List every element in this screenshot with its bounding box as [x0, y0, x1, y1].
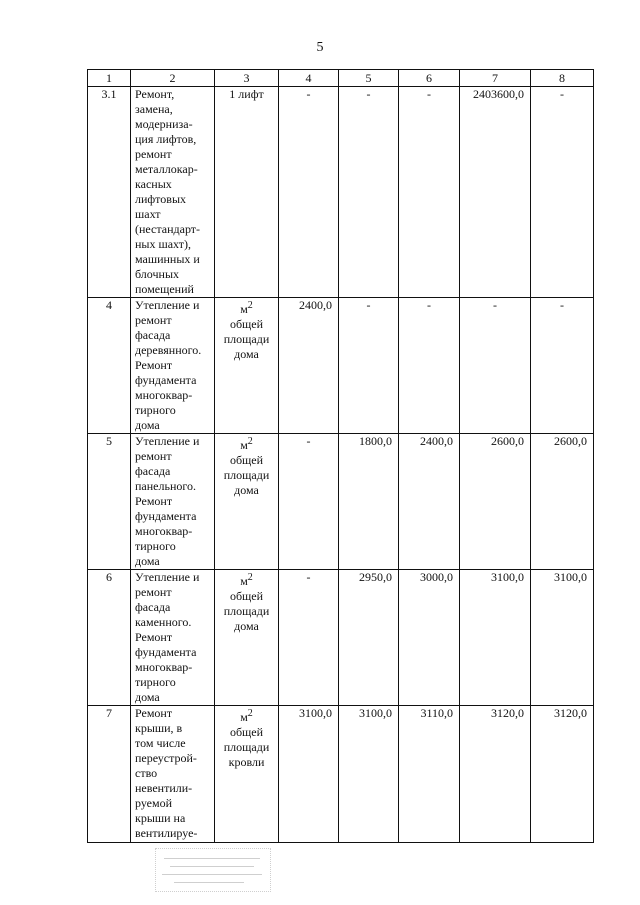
value-cell: 3100,0 [460, 570, 531, 706]
value-cell: 3100,0 [279, 706, 339, 843]
value-cell: 1800,0 [339, 434, 399, 570]
value-cell: - [460, 298, 531, 434]
unit-superscript: 2 [247, 708, 253, 719]
unit-cell [215, 434, 279, 570]
row-number: 4 [88, 298, 131, 434]
value-cell: - [279, 570, 339, 706]
header-cell: 7 [460, 70, 531, 87]
row-number: 6 [88, 570, 131, 706]
header-row [88, 70, 594, 87]
value-cell: - [339, 298, 399, 434]
value-cell: - [339, 87, 399, 298]
unit-cell [215, 570, 279, 706]
value-cell: 2600,0 [460, 434, 531, 570]
value-cell: 2400,0 [399, 434, 460, 570]
value-cell: 3120,0 [460, 706, 531, 843]
value-cell: 2600,0 [531, 434, 594, 570]
value-cell: - [399, 87, 460, 298]
unit-description: общей площади дома [223, 589, 270, 633]
value-cell: 2400,0 [279, 298, 339, 434]
work-name: Утепление и ремонт фасада панельного. Ремонт фундамента многоквар- тирного дома [131, 434, 215, 570]
value-cell: 3110,0 [399, 706, 460, 843]
header-cell: 4 [279, 70, 339, 87]
value-cell: - [531, 298, 594, 434]
table-row [88, 434, 594, 570]
unit-cell [215, 298, 279, 434]
row-number: 7 [88, 706, 131, 843]
unit-cell [215, 706, 279, 843]
header-cell: 5 [339, 70, 399, 87]
works-table [87, 69, 594, 843]
value-cell: 2950,0 [339, 570, 399, 706]
work-name: Утепление и ремонт фасада деревянного. Ремонт фундамента многоквар- тирного дома [131, 298, 215, 434]
unit-description: общей площади дома [223, 317, 270, 361]
unit-superscript: 2 [247, 572, 253, 583]
row-number: 3.1 [88, 87, 131, 298]
unit-description: общей площади дома [223, 453, 270, 497]
work-name: Утепление и ремонт фасада каменного. Ремонт фундамента многоквар- тирного дома [131, 570, 215, 706]
table-row [88, 570, 594, 706]
unit-superscript: 2 [247, 300, 253, 311]
unit-superscript: 2 [247, 436, 253, 447]
header-cell: 2 [131, 70, 215, 87]
unit-cell: 1 лифт [215, 87, 279, 298]
row-number: 5 [88, 434, 131, 570]
unit-base: м [240, 710, 248, 724]
value-cell: 3000,0 [399, 570, 460, 706]
header-cell: 3 [215, 70, 279, 87]
header-cell: 8 [531, 70, 594, 87]
value-cell: 3120,0 [531, 706, 594, 843]
work-name: Ремонт крыши, в том числе переустрой- ство невентили- руемой крыши на вентилируе- [131, 706, 215, 843]
unit-description: общей площади кровли [223, 725, 270, 769]
page-number: 5 [316, 40, 324, 55]
unit-base: м [240, 438, 248, 452]
unit-base: м [240, 574, 248, 588]
value-cell: 3100,0 [339, 706, 399, 843]
unit-base: м [240, 302, 248, 316]
value-cell: 2403600,0 [460, 87, 531, 298]
value-cell: - [531, 87, 594, 298]
table-row [88, 87, 594, 298]
table-row [88, 298, 594, 434]
table-row [88, 706, 594, 843]
faint-stamp-mark [155, 848, 271, 892]
value-cell: - [399, 298, 460, 434]
work-name: Ремонт, замена, модерниза- ция лифтов, ремонт металлокар- касных лифтовых шахт (нестандарт- ных шахт), машинных и блочных помещений [131, 87, 215, 298]
header-cell: 6 [399, 70, 460, 87]
header-cell: 1 [88, 70, 131, 87]
value-cell: 3100,0 [531, 570, 594, 706]
value-cell: - [279, 434, 339, 570]
value-cell: - [279, 87, 339, 298]
